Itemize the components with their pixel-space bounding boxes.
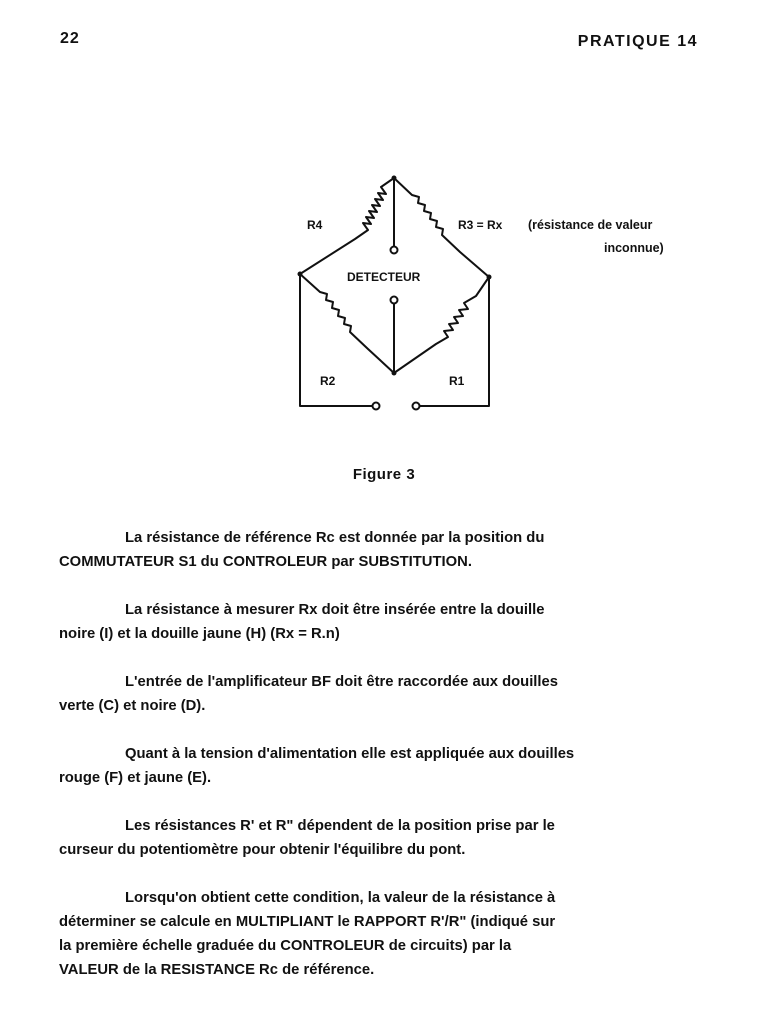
paragraph-calculation xyxy=(59,886,699,982)
paragraph-line: Lorsqu'on obtient cette condition, la valeur de la résistance à xyxy=(125,890,556,906)
node-bottom xyxy=(392,371,397,376)
node-top xyxy=(392,176,397,181)
paragraph-line: La résistance à mesurer Rx doit être insérée entre la douille xyxy=(125,602,545,618)
paragraph-potentiometer xyxy=(59,814,699,862)
label-detector: DETECTEUR xyxy=(347,270,421,284)
paragraph-line: COMMUTATEUR S1 du CONTROLEUR par SUBSTITUTION. xyxy=(59,554,472,570)
detector-terminal-top xyxy=(391,247,398,254)
paragraph-line: curseur du potentiomètre pour obtenir l'équilibre du pont. xyxy=(59,842,466,858)
paragraph-line: verte (C) et noire (D). xyxy=(59,698,206,714)
wheatstone-bridge-figure xyxy=(250,160,710,430)
paragraph-rx-insertion xyxy=(59,598,699,646)
paragraph-line: Les résistances R' et R" dépendent de la position prise par le xyxy=(125,818,555,834)
supply-terminal-right xyxy=(413,403,420,410)
running-title: PRATIQUE 14 xyxy=(577,33,698,50)
paragraph-line: La résistance de référence Rc est donnée par la position du xyxy=(125,530,545,546)
note-unknown-value-line1: (résistance de valeur xyxy=(528,218,653,232)
page-number: 22 xyxy=(60,30,80,47)
paragraph-line: déterminer se calcule en MULTIPLIANT le RAPPORT R'/R" (indiqué sur xyxy=(59,914,556,930)
note-unknown-value-line2: inconnue) xyxy=(604,241,664,255)
node-left xyxy=(298,272,303,277)
label-r2: R2 xyxy=(320,374,336,388)
figure-caption: Figure 3 xyxy=(352,466,416,483)
paragraph-amplifier-input xyxy=(59,670,699,718)
paragraph-line: L'entrée de l'amplificateur BF doit être raccordée aux douilles xyxy=(125,674,558,690)
paragraph-line: la première échelle graduée du CONTROLEUR de circuits) par la xyxy=(59,938,512,954)
detector-terminal-bottom xyxy=(391,297,398,304)
paragraph-supply-voltage xyxy=(59,742,699,790)
supply-lead-left xyxy=(300,274,372,406)
label-r3-rx: R3 = Rx xyxy=(458,218,503,232)
resistor-r2 xyxy=(300,274,394,373)
node-right xyxy=(487,275,492,280)
paragraph-reference-resistance xyxy=(59,526,699,574)
label-r4: R4 xyxy=(307,218,323,232)
label-r1: R1 xyxy=(449,374,465,388)
supply-terminal-left xyxy=(373,403,380,410)
paragraph-line: Quant à la tension d'alimentation elle est appliquée aux douilles xyxy=(125,746,575,762)
paragraph-line: noire (I) et la douille jaune (H) (Rx = R.n) xyxy=(59,626,340,642)
paragraph-line: rouge (F) et jaune (E). xyxy=(59,770,212,786)
bridge-circuit-diagram xyxy=(250,160,710,430)
body-text xyxy=(59,526,699,1006)
resistor-r1 xyxy=(394,277,489,373)
paragraph-line: VALEUR de la RESISTANCE Rc de référence. xyxy=(59,962,375,978)
